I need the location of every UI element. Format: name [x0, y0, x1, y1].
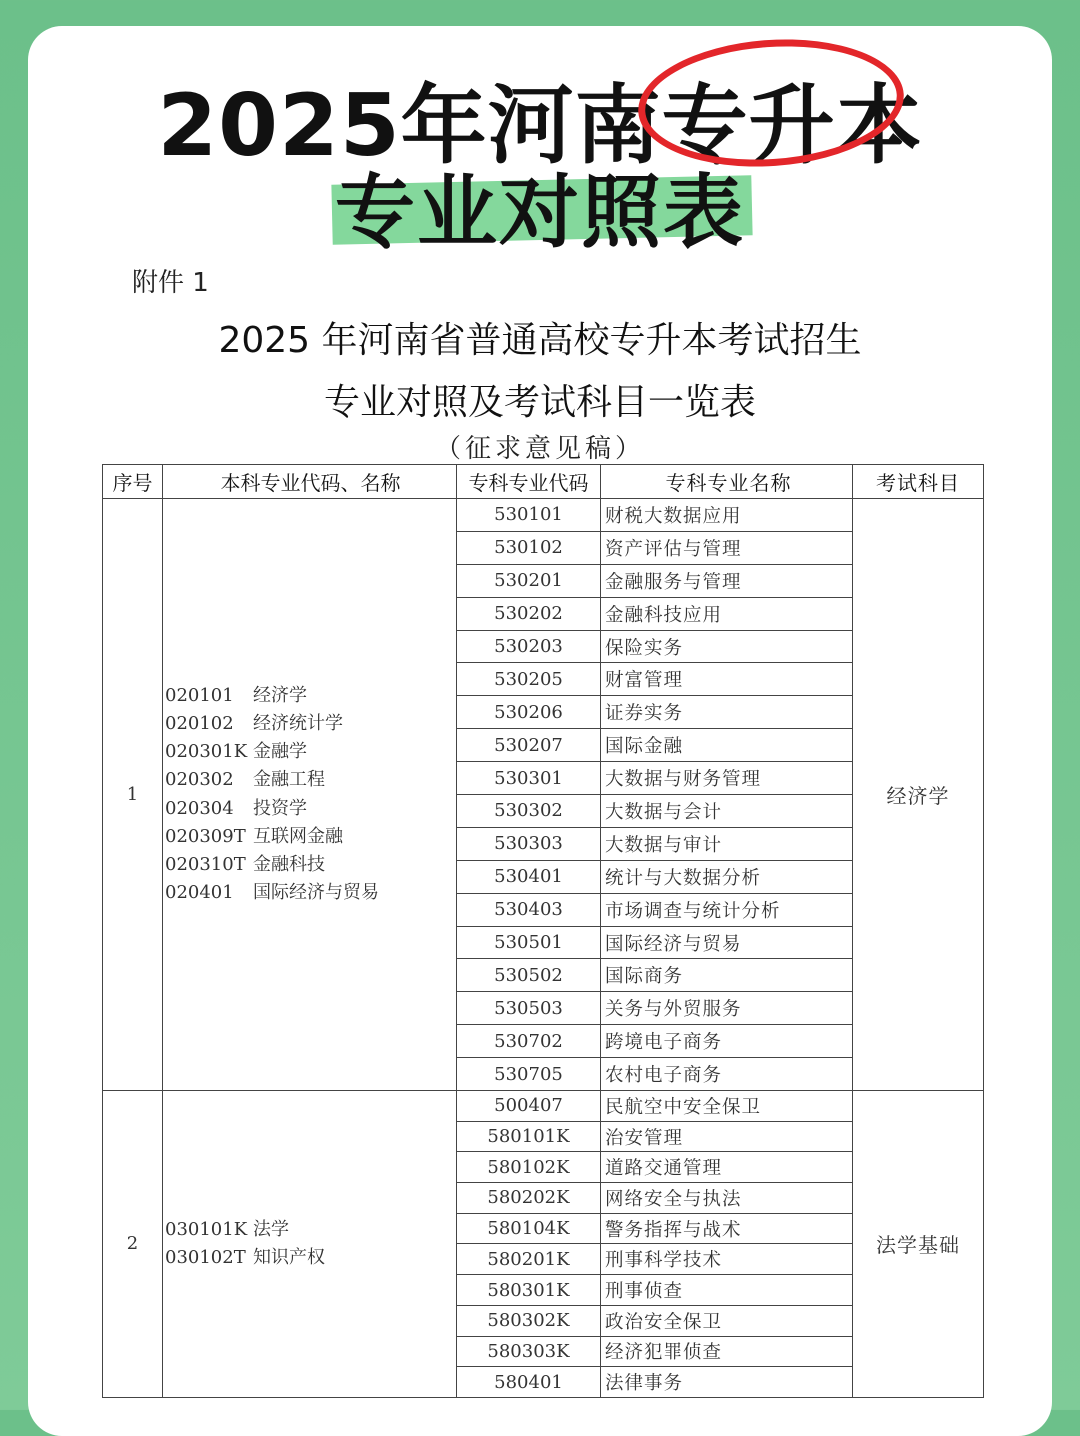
header-vocational-code: 专科专业代码 [457, 465, 601, 499]
vocational-major-code: 580202K [457, 1183, 601, 1214]
vocational-major-code: 530403 [457, 893, 601, 926]
vocational-major-name: 金融科技应用 [601, 597, 853, 630]
row-seq: 2 [103, 1091, 163, 1398]
vocational-major-code: 580401 [457, 1367, 601, 1398]
vocational-major-code: 530401 [457, 860, 601, 893]
vocational-major-code: 530207 [457, 729, 601, 762]
undergrad-major-item [165, 1216, 456, 1244]
vocational-major-code: 580104K [457, 1213, 601, 1244]
content-card [28, 26, 1052, 1436]
table-row [103, 499, 984, 532]
undergrad-major-code: 020304 [165, 797, 234, 819]
vocational-major-name: 民航空中安全保卫 [601, 1091, 853, 1122]
header-undergrad-major: 本科专业代码、名称 [163, 465, 457, 499]
vocational-major-code: 530501 [457, 926, 601, 959]
vocational-major-code: 530503 [457, 992, 601, 1025]
vocational-major-code: 530206 [457, 696, 601, 729]
table-header-row [103, 465, 984, 499]
document-title-line2: 专业对照及考试科目一览表 [323, 382, 756, 423]
undergrad-major-item [165, 682, 456, 710]
vocational-major-name: 刑事侦查 [601, 1275, 853, 1306]
undergrad-major-code: 020401 [165, 882, 234, 904]
vocational-major-name: 道路交通管理 [601, 1152, 853, 1183]
header-seq: 序号 [103, 465, 163, 499]
undergrad-major-item [165, 795, 456, 823]
vocational-major-code: 530705 [457, 1058, 601, 1091]
vocational-major-name: 保险实务 [601, 630, 853, 663]
vocational-major-name: 市场调查与统计分析 [601, 893, 853, 926]
vocational-major-name: 国际金融 [601, 729, 853, 762]
undergrad-major-code: 020309T [165, 825, 246, 847]
row-seq: 1 [103, 499, 163, 1091]
vocational-major-name: 政治安全保卫 [601, 1305, 853, 1336]
undergrad-major-name: 金融工程 [253, 769, 325, 791]
undergrad-major-code: 020102 [165, 712, 234, 734]
undergrad-major-name: 知识产权 [253, 1246, 325, 1268]
vocational-major-name: 大数据与财务管理 [601, 762, 853, 795]
header-vocational-name: 专科专业名称 [601, 465, 853, 499]
vocational-major-code: 580102K [457, 1152, 601, 1183]
vocational-major-name: 财富管理 [601, 663, 853, 696]
vocational-major-name: 警务指挥与战术 [601, 1213, 853, 1244]
vocational-major-code: 530205 [457, 663, 601, 696]
undergrad-major-name: 国际经济与贸易 [253, 882, 379, 904]
vocational-major-name: 经济犯罪侦查 [601, 1336, 853, 1367]
undergrad-major-code: 020302 [165, 769, 234, 791]
vocational-major-name: 大数据与审计 [601, 827, 853, 860]
major-comparison-table [102, 464, 984, 1398]
vocational-major-name: 治安管理 [601, 1121, 853, 1152]
exam-subject: 经济学 [853, 499, 984, 1091]
undergrad-major-name: 经济统计学 [253, 712, 343, 734]
banner-subtitle: 专业对照表 [335, 166, 745, 259]
undergrad-major-item [165, 710, 456, 738]
vocational-major-name: 法律事务 [601, 1367, 853, 1398]
attachment-label: 附件 1 [132, 268, 209, 298]
vocational-major-name: 财税大数据应用 [601, 499, 853, 532]
vocational-major-name: 网络安全与执法 [601, 1183, 853, 1214]
undergrad-major-item [165, 738, 456, 766]
undergrad-major-item [165, 1244, 456, 1272]
vocational-major-code: 580301K [457, 1275, 601, 1306]
document-title-line1: 2025 年河南省普通高校专升本考试招生 [218, 320, 862, 361]
header-exam-subject: 考试科目 [853, 465, 984, 499]
vocational-major-name: 刑事科学技术 [601, 1244, 853, 1275]
undergrad-major-item [165, 851, 456, 879]
undergrad-major-code: 020310T [165, 853, 246, 875]
vocational-major-code: 530502 [457, 959, 601, 992]
undergrad-majors-cell [163, 499, 457, 1091]
vocational-major-name: 统计与大数据分析 [601, 860, 853, 893]
vocational-major-code: 530301 [457, 762, 601, 795]
vocational-major-name: 国际商务 [601, 959, 853, 992]
vocational-major-code: 530101 [457, 499, 601, 532]
undergrad-major-name: 经济学 [253, 684, 307, 706]
undergrad-major-item [165, 823, 456, 851]
vocational-major-code: 530702 [457, 1025, 601, 1058]
vocational-major-code: 580303K [457, 1336, 601, 1367]
undergrad-major-name: 互联网金融 [253, 825, 343, 847]
undergrad-major-code: 030101K [165, 1218, 248, 1240]
vocational-major-name: 国际经济与贸易 [601, 926, 853, 959]
undergrad-major-item [165, 766, 456, 794]
vocational-major-code: 580201K [457, 1244, 601, 1275]
undergrad-major-code: 020101 [165, 684, 234, 706]
vocational-major-name: 农村电子商务 [601, 1058, 853, 1091]
vocational-major-code: 580302K [457, 1305, 601, 1336]
vocational-major-name: 证券实务 [601, 696, 853, 729]
vocational-major-code: 530201 [457, 564, 601, 597]
undergrad-major-name: 投资学 [253, 797, 307, 819]
undergrad-majors-cell [163, 1091, 457, 1398]
vocational-major-name: 资产评估与管理 [601, 531, 853, 564]
vocational-major-code: 580101K [457, 1121, 601, 1152]
exam-subject: 法学基础 [853, 1091, 984, 1398]
undergrad-major-code: 020301K [165, 741, 248, 763]
vocational-major-code: 530203 [457, 630, 601, 663]
table-row [103, 1091, 984, 1122]
vocational-major-code: 530303 [457, 827, 601, 860]
undergrad-major-name: 金融学 [253, 741, 307, 763]
undergrad-major-code: 030102T [165, 1246, 246, 1268]
draft-note: （征求意见稿） [434, 434, 645, 464]
undergrad-major-item [165, 879, 456, 907]
vocational-major-name: 关务与外贸服务 [601, 992, 853, 1025]
vocational-major-name: 跨境电子商务 [601, 1025, 853, 1058]
vocational-major-code: 500407 [457, 1091, 601, 1122]
vocational-major-code: 530302 [457, 795, 601, 828]
vocational-major-name: 大数据与会计 [601, 795, 853, 828]
vocational-major-code: 530202 [457, 597, 601, 630]
undergrad-major-name: 金融科技 [253, 853, 325, 875]
banner-title: 2025年河南专升本 [157, 76, 923, 176]
undergrad-major-name: 法学 [253, 1218, 289, 1240]
vocational-major-code: 530102 [457, 531, 601, 564]
vocational-major-name: 金融服务与管理 [601, 564, 853, 597]
